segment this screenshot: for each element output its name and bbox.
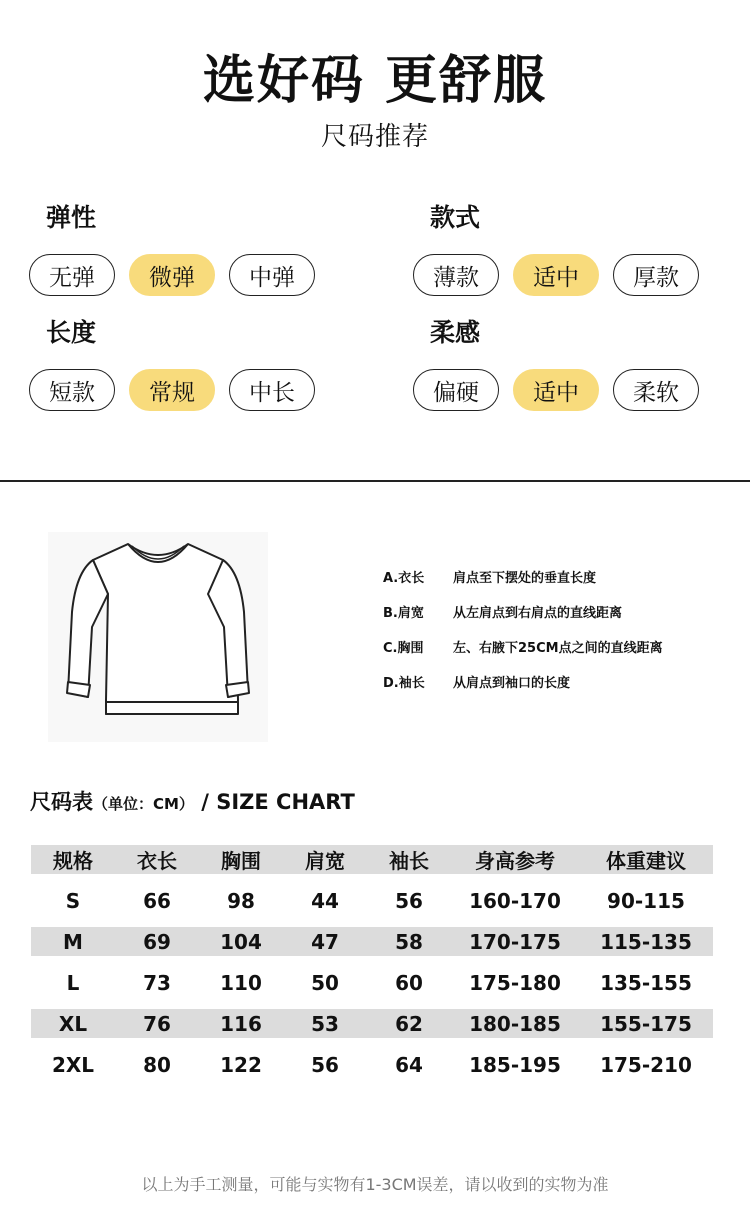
table-cell: 135-155 — [600, 970, 692, 995]
table-cell: 50 — [311, 970, 339, 995]
table-cell: XL — [58, 1011, 88, 1036]
table-header-cell: 肩宽 — [305, 849, 345, 873]
table-cell: 104 — [220, 929, 262, 954]
measurement-desc: 肩点至下摆处的垂直长度 — [453, 571, 597, 586]
page-title: 选好码 更舒服 — [202, 51, 548, 111]
attr-group-style — [430, 200, 699, 296]
measurement-key: B.肩宽 — [383, 606, 424, 621]
sweater-icon — [48, 532, 268, 742]
measurement-key: C.胸围 — [383, 641, 424, 656]
table-header-cell: 身高参考 — [475, 849, 555, 873]
attr-label: 弹性 — [46, 203, 97, 232]
table-cell: 180-185 — [469, 1011, 561, 1036]
table-header-row — [31, 845, 713, 874]
table-cell: 98 — [227, 888, 255, 913]
table-cell: 69 — [143, 929, 171, 954]
option-pill: 中弹 — [229, 254, 315, 296]
table-cell: 60 — [395, 970, 423, 995]
option-pill-selected: 微弹 — [129, 254, 215, 296]
table-cell: 115-135 — [600, 929, 692, 954]
measurement-desc: 左、右腋下25CM点之间的直线距离 — [453, 641, 663, 656]
table-cell: 80 — [143, 1052, 171, 1077]
table-cell: S — [65, 888, 81, 913]
table-cell: 44 — [311, 888, 339, 913]
table-cell: 185-195 — [469, 1052, 561, 1077]
table-header-cell: 体重建议 — [606, 849, 686, 873]
table-header-cell: 规格 — [53, 849, 93, 873]
option-pill: 柔软 — [613, 369, 699, 411]
table-cell: 64 — [395, 1052, 423, 1077]
table-cell: 62 — [395, 1011, 423, 1036]
option-pill: 薄款 — [413, 254, 499, 296]
size-chart-title — [30, 786, 355, 816]
measurement-row — [383, 601, 663, 636]
table-cell: 47 — [311, 929, 339, 954]
measurement-row — [383, 566, 663, 601]
page-subtitle: 尺码推荐 — [320, 122, 429, 152]
attr-label: 款式 — [430, 203, 481, 232]
table-cell: L — [66, 970, 80, 995]
measurement-desc: 从左肩点到右肩点的直线距离 — [453, 606, 623, 621]
option-pill: 厚款 — [613, 254, 699, 296]
option-pill: 短款 — [29, 369, 115, 411]
size-chart-title-main: 尺码表 — [30, 790, 93, 814]
table-cell: 76 — [143, 1011, 171, 1036]
measurement-row — [383, 636, 663, 671]
table-cell: 122 — [220, 1052, 262, 1077]
table-cell: 155-175 — [600, 1011, 692, 1036]
attr-label: 长度 — [46, 318, 97, 347]
table-cell: 53 — [311, 1011, 339, 1036]
table-cell: 175-180 — [469, 970, 561, 995]
measurement-key: A.衣长 — [383, 571, 425, 586]
table-cell: 2XL — [51, 1052, 95, 1077]
table-cell: 73 — [143, 970, 171, 995]
table-cell: 170-175 — [469, 929, 561, 954]
size-chart-table — [31, 845, 713, 1091]
table-cell: 116 — [220, 1011, 262, 1036]
table-cell: 160-170 — [469, 888, 561, 913]
table-header-cell: 袖长 — [389, 849, 429, 873]
size-chart-unit: （单位：CM） — [93, 795, 194, 813]
measurement-list — [383, 566, 663, 706]
measurement-row — [383, 671, 663, 706]
table-cell: 56 — [395, 888, 423, 913]
table-cell: 58 — [395, 929, 423, 954]
attr-group-softness — [430, 315, 699, 411]
table-header-cell: 胸围 — [221, 849, 261, 873]
table-cell: 175-210 — [600, 1052, 692, 1077]
option-pill-selected: 常规 — [129, 369, 215, 411]
table-header-cell: 衣长 — [137, 849, 177, 873]
measurement-key: D.袖长 — [383, 676, 425, 691]
table-row — [31, 956, 713, 1009]
footnote: 以上为手工测量，可能与实物有1-3CM误差，请以收到的实物为准 — [141, 1175, 609, 1194]
table-cell: 110 — [220, 970, 262, 995]
table-row — [31, 874, 713, 927]
table-row — [31, 1009, 713, 1038]
table-cell: 56 — [311, 1052, 339, 1077]
table-cell: 66 — [143, 888, 171, 913]
attr-group-elasticity — [46, 200, 315, 296]
option-pill: 偏硬 — [413, 369, 499, 411]
table-cell: 90-115 — [607, 888, 685, 913]
table-row — [31, 927, 713, 956]
attr-label: 柔感 — [430, 318, 481, 347]
option-pill: 中长 — [229, 369, 315, 411]
table-cell: M — [63, 929, 83, 954]
table-row — [31, 1038, 713, 1091]
size-chart-title-en: / SIZE CHART — [201, 790, 355, 814]
section-divider — [0, 480, 750, 482]
measurement-desc: 从肩点到袖口的长度 — [453, 676, 571, 691]
option-pill-selected: 适中 — [513, 369, 599, 411]
attr-group-length — [46, 315, 315, 411]
option-pill: 无弹 — [29, 254, 115, 296]
option-pill-selected: 适中 — [513, 254, 599, 296]
